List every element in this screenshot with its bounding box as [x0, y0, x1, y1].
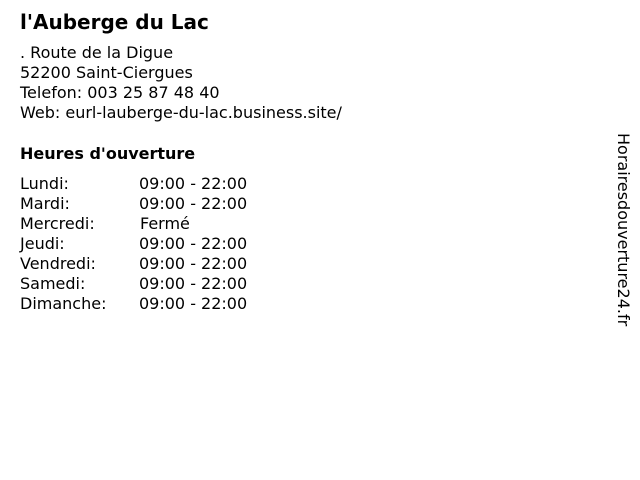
hours-value: 09:00 - 22:00 [139, 294, 248, 313]
hours-value: 09:00 - 22:00 [139, 254, 248, 273]
website-line: Web: eurl-lauberge-du-lac.business.site/ [20, 103, 342, 122]
site-watermark [612, 133, 634, 345]
hours-value: 09:00 - 22:00 [139, 174, 248, 193]
day-label: Vendredi: [20, 254, 96, 273]
business-name: l'Auberge du Lac [20, 10, 209, 34]
day-label: Mardi: [20, 194, 70, 213]
day-label: Dimanche: [20, 294, 107, 313]
phone-line: Telefon: 003 25 87 48 40 [20, 83, 220, 102]
day-label: Lundi: [20, 174, 69, 193]
day-label: Samedi: [20, 274, 86, 293]
opening-hours-heading: Heures d'ouverture [20, 144, 196, 163]
hours-value: 09:00 - 22:00 [139, 234, 248, 253]
day-label: Mercredi: [20, 214, 95, 233]
day-label: Jeudi: [20, 234, 65, 253]
address-line-street: . Route de la Digue [20, 43, 174, 62]
hours-value: 09:00 - 22:00 [139, 194, 248, 213]
contact-info [20, 43, 342, 123]
address-line-city: 52200 Saint-Ciergues [20, 63, 193, 82]
hours-value: Fermé [140, 214, 190, 233]
site-watermark-text: Horairesdouverture24.fr [614, 133, 633, 327]
hours-value: 09:00 - 22:00 [139, 274, 248, 293]
